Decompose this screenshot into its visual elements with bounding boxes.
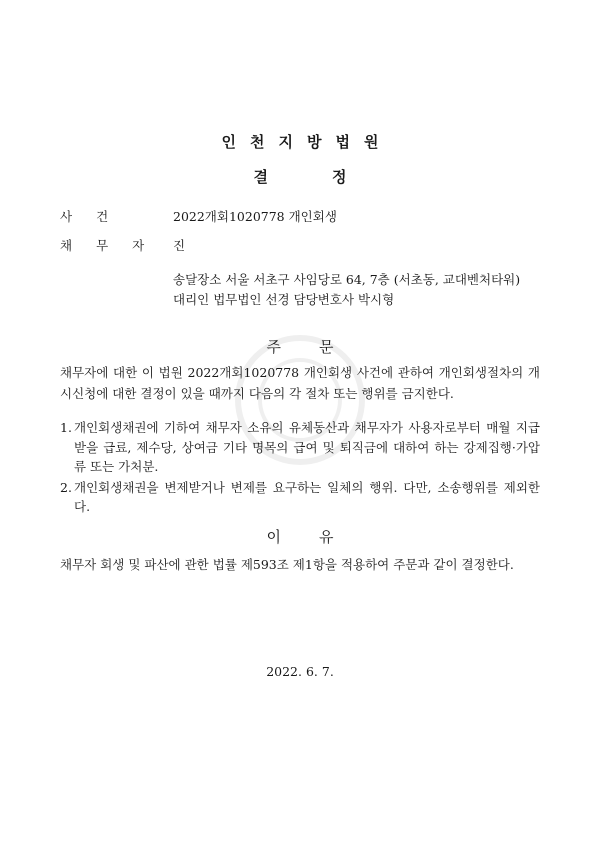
legal-agent: 대리인 법무법인 선경 담당변호사 박시형 [173,292,395,307]
order-intro: 채무자에 대한 이 법원 2022개회1020778 개인회생 사건에 관하여 개인회생절차의 개시신청에 대한 결정이 있을 때까지 다음의 각 절차 또는 행위를 금지한다. [60,365,540,401]
order-item-text: 개인회생채권에 기하여 채무자 소유의 유체동산과 채무자가 사용자로부터 매월 지급받을 급료, 제수당, 상여금 기타 명목의 급여 및 퇴직금에 대하여 하는 강제집행·가압류 또는 가처분. [74,420,540,474]
reason-text: 채무자 회생 및 파산에 관한 법률 제593조 제1항을 적용하여 주문과 같이 결정한다. [60,557,514,572]
case-value: 2022개회1020778 개인회생 [173,209,337,224]
service-address: 송달장소 서울 서초구 사임당로 64, 7층 (서초동, 교대벤처타워) [173,272,521,287]
document-type-title: 결정 [253,168,411,186]
debtor-value: 진 [173,238,186,253]
order-item-text: 개인회생채권을 변제받거나 변제를 요구하는 일체의 행위. 다만, 소송행위를 제외한다. [74,479,540,514]
order-item [60,418,540,477]
order-item [60,478,540,517]
order-item-number: 2. [60,479,72,495]
reason-heading: 이유 [266,528,372,546]
case-label: 사건 [60,209,133,224]
order-item-number: 1. [60,420,72,435]
court-name: 인천지방법원 [221,133,393,151]
order-list [60,418,540,517]
debtor-label: 채무자 [60,238,169,253]
decision-date: 2022. 6. 7. [266,664,334,679]
order-heading: 주문 [266,338,372,356]
